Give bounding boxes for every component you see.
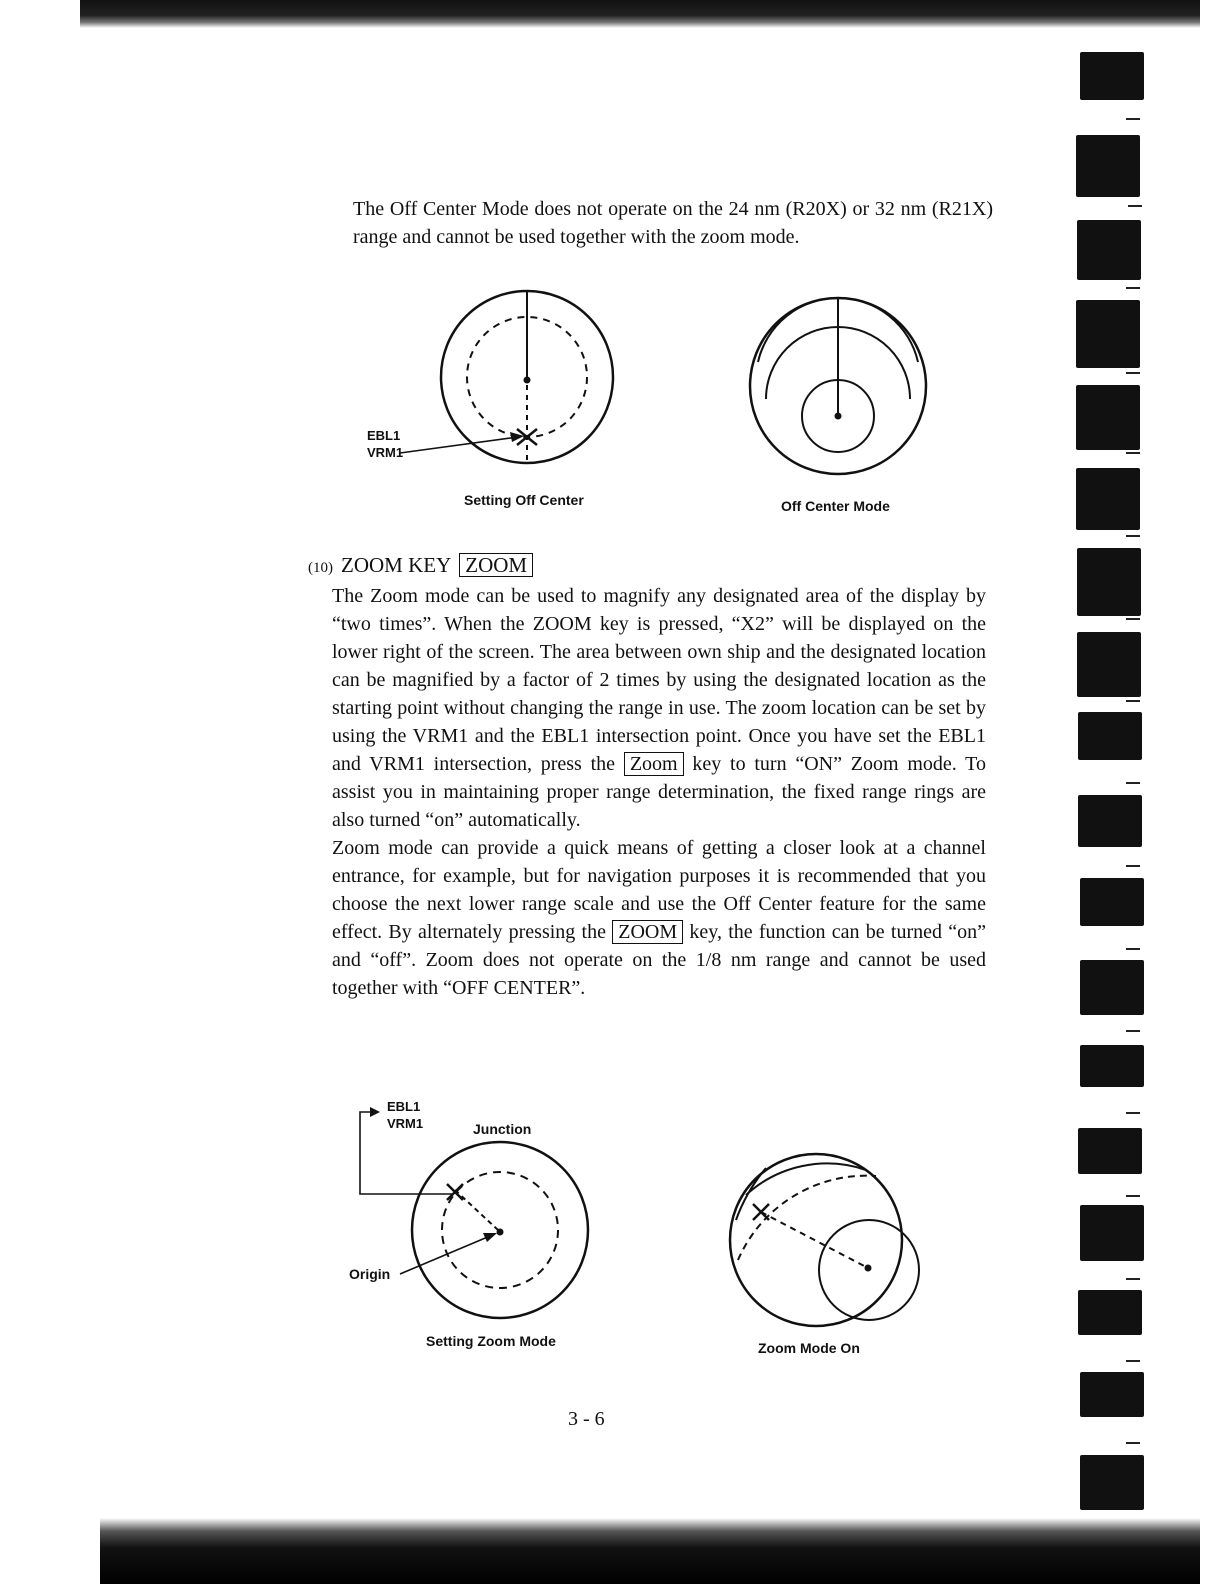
binding-tick <box>1126 372 1140 374</box>
inline-zoom-key: ZOOM <box>612 920 683 944</box>
label-junction: Junction <box>473 1121 532 1137</box>
scan-border-bottom <box>100 1518 1200 1584</box>
zoom-key-label: ZOOM <box>459 553 533 577</box>
binding-bar <box>1080 878 1144 926</box>
paragraph <box>332 582 986 834</box>
binding-tick <box>1126 782 1140 784</box>
binding-tick <box>1126 1030 1140 1032</box>
binding-bar <box>1080 1045 1144 1087</box>
ebl-line-dashed <box>455 1190 498 1230</box>
binding-bar <box>1076 300 1140 368</box>
origin-pointer-arrowhead <box>483 1233 497 1242</box>
zoom-description <box>332 582 986 1002</box>
binding-bar <box>1076 385 1140 450</box>
binding-tick <box>1126 700 1140 702</box>
binding-bar <box>1080 1205 1144 1261</box>
binding-bar <box>1077 548 1141 616</box>
text-run: key, the function can be turned “on” and “off”. Zoom does not operate on the 1/8 nm range and cannot be used together with “OFF CENTER”. <box>332 921 987 999</box>
label-origin: Origin <box>349 1266 391 1282</box>
binding-bar <box>1078 1128 1142 1174</box>
ebl-line-dashed <box>761 1212 868 1268</box>
binding-bar <box>1078 795 1142 847</box>
section-title: ZOOM KEY <box>341 553 452 577</box>
binding-bar <box>1078 1290 1142 1335</box>
binding-tick <box>1126 287 1140 289</box>
origin-dot <box>497 1229 504 1236</box>
binding-bar <box>1076 468 1140 530</box>
binding-tick <box>1126 1112 1140 1114</box>
figure-caption: Setting Off Center <box>464 492 584 508</box>
origin-dot <box>865 1265 872 1272</box>
setting-zoom-mode-diagram <box>340 1100 600 1320</box>
label-pointer-line <box>400 437 518 453</box>
binding-bar <box>1077 632 1141 697</box>
text-run: The Zoom mode can be used to magnify any designated area of the display by “two times”. When the ZOOM key is pressed, “X2” will be displayed on the lower right of the screen. The area between own ship and the designated location can be magnified by a factor of 2 times by using the designated location as the starting point without changing the range in use. The zoom location can be set by using the VRM1 and the EBL1 intersection point. Once you have set the EBL1 and VRM1 intersection, press the <box>332 585 986 775</box>
binding-bar <box>1080 1372 1144 1417</box>
binding-tick <box>1126 1360 1140 1362</box>
intro-paragraph: The Off Center Mode does not operate on the 24 nm (R20X) or 32 nm (R21X) range and cannot be used together with the zoom mode. <box>353 198 993 248</box>
text-run: key to turn “ON” Zoom mode. To assist you in maintaining proper range determination, the fixed range rings are also turned “on” automatically. <box>332 753 986 831</box>
zoom-mode-on-diagram <box>726 1150 906 1330</box>
binding-tick <box>1126 118 1140 120</box>
figure-caption: Off Center Mode <box>781 498 890 514</box>
label-vrm1: VRM1 <box>367 445 404 460</box>
paragraph <box>332 834 986 1002</box>
binding-tick <box>1126 452 1140 454</box>
binding-tick <box>1126 1195 1140 1197</box>
binding-bar <box>1080 1455 1144 1510</box>
text-run: Zoom mode can provide a quick means of getting a closer look at a channel entrance, for example, but for navigation purposes it is recommended that you choose the next lower range scale and use the Off Center feature for the same effect. By alternately pressing the <box>332 837 986 943</box>
binding-bar <box>1080 960 1144 1015</box>
off-center-mode-diagram <box>748 294 928 478</box>
figure-caption: Setting Zoom Mode <box>426 1333 556 1349</box>
own-ship-dot <box>835 413 842 420</box>
label-ebl1: EBL1 <box>367 428 401 443</box>
binding-bar <box>1080 52 1144 100</box>
binding-tick <box>1126 618 1140 620</box>
binding-bar <box>1076 135 1140 197</box>
label-ebl1: EBL1 <box>387 1099 421 1114</box>
binding-tick <box>1126 535 1140 537</box>
figure-caption: Zoom Mode On <box>758 1340 860 1356</box>
binding-tick <box>1126 948 1140 950</box>
binding-tick <box>1126 865 1140 867</box>
label-vrm1: VRM1 <box>387 1116 424 1131</box>
binding-bar <box>1078 712 1142 760</box>
scan-border-top <box>80 0 1200 28</box>
binding-tick <box>1126 1442 1140 1444</box>
binding-tick <box>1128 205 1142 207</box>
own-ship-dot <box>524 377 531 384</box>
section-heading <box>308 553 533 578</box>
item-number: (10) <box>308 560 333 576</box>
page-number: 3 - 6 <box>568 1408 605 1430</box>
inline-zoom-key: Zoom <box>624 752 684 776</box>
vrm-ring-dashed <box>738 1176 876 1260</box>
label-pointer-arrowhead <box>370 1107 380 1117</box>
binding-tick <box>1126 1278 1140 1280</box>
binding-bar <box>1077 220 1141 280</box>
